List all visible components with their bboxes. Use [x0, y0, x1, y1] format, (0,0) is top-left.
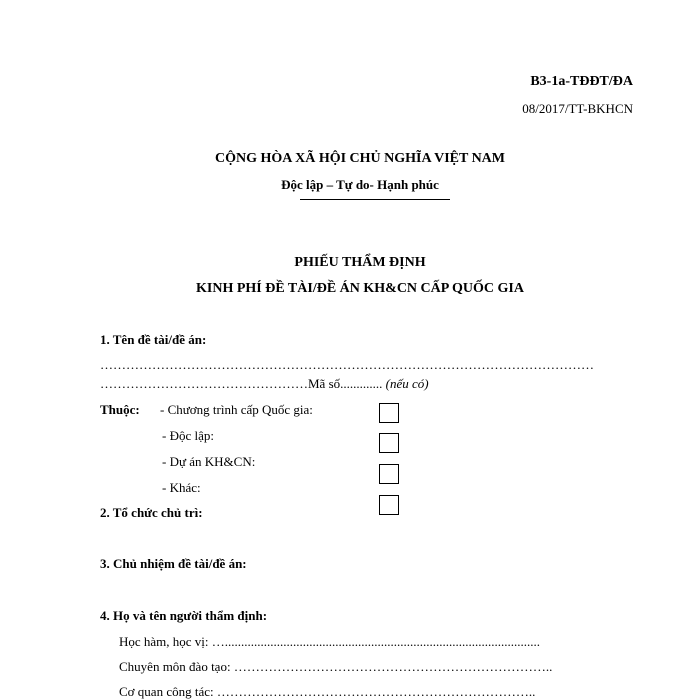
- field-academic-title: Học hàm, học vị: ….................................................................................................: [119, 634, 541, 649]
- section-1-code-line: [100, 376, 429, 392]
- circular-number: 08/2017/TT-BKHCN: [522, 101, 633, 116]
- national-motto: Độc lập – Tự do- Hạnh phúc: [281, 177, 439, 192]
- option-other: - Khác:: [162, 480, 201, 495]
- field-workplace: Cơ quan công tác: ………………………………………………………………..: [119, 684, 536, 699]
- option-national-program: - Chương trình cấp Quốc gia:: [160, 402, 313, 417]
- form-code: B3-1a-TĐĐT/ĐA: [530, 74, 633, 89]
- code-prefix: …………………………………………Mã số: [100, 376, 341, 391]
- option-independent: - Độc lập:: [162, 428, 214, 443]
- field-specialization: Chuyên môn đào tạo: ………………………………………………………………..: [119, 659, 553, 674]
- section-3-label: 3. Chủ nhiệm đề tài/đề án:: [100, 556, 247, 571]
- document-subtitle: KINH PHÍ ĐỀ TÀI/ĐỀ ÁN KH&CN CẤP QUỐC GIA: [196, 281, 524, 296]
- section-1-dots-line: ……………………………………………………………………………………………………: [100, 357, 594, 372]
- checkbox-project[interactable]: [379, 464, 399, 484]
- code-note: (nếu có): [385, 376, 429, 391]
- option-project: - Dự án KH&CN:: [162, 454, 256, 469]
- motto-underline: [300, 199, 450, 200]
- belongs-label: Thuộc:: [100, 402, 140, 417]
- document-title: PHIẾU THẨM ĐỊNH: [294, 255, 426, 270]
- checkbox-other[interactable]: [379, 495, 399, 515]
- section-4-label: 4. Họ và tên người thẩm định:: [100, 608, 268, 623]
- national-title: CỘNG HÒA XÃ HỘI CHỦ NGHĨA VIỆT NAM: [214, 151, 505, 166]
- section-2-label: 2. Tổ chức chủ trì:: [100, 505, 203, 520]
- code-dots: .............: [340, 376, 383, 391]
- checkbox-independent[interactable]: [379, 433, 399, 453]
- checkbox-national-program[interactable]: [379, 403, 399, 423]
- section-1-label: 1. Tên đề tài/đề án:: [100, 332, 207, 347]
